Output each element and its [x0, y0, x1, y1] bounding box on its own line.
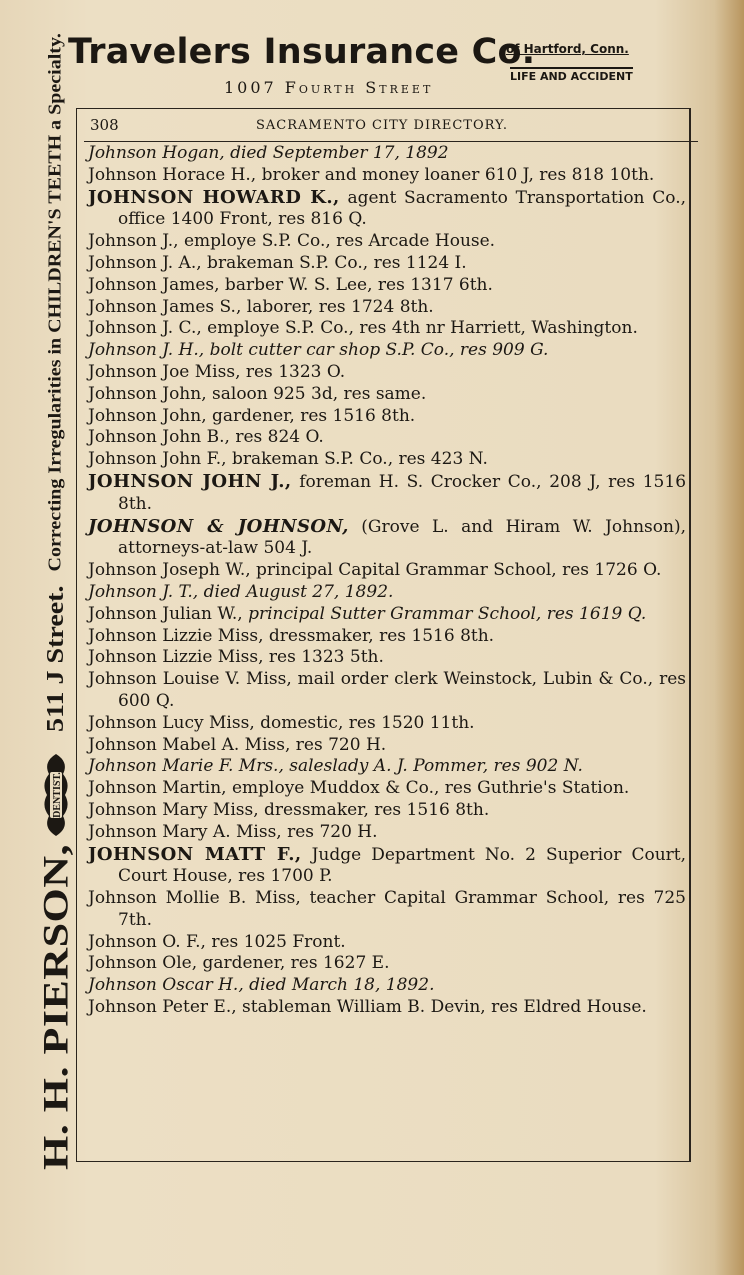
directory-entry: [88, 253, 686, 275]
directory-entry: [88, 800, 686, 822]
entry-name: JOHNSON MATT F.,: [88, 843, 302, 865]
entry-details: res 720 H.: [290, 734, 387, 755]
entry-name: Johnson Mollie B. Miss,: [88, 888, 301, 909]
entry-details: res 824 O.: [229, 427, 324, 448]
directory-entry: [88, 471, 686, 516]
entry-name: Johnson Horace H.,: [88, 164, 257, 185]
directory-entry: [88, 187, 686, 232]
entry-details: dressmaker, res 1516 8th.: [258, 799, 490, 820]
entry-name: Johnson Julian W.,: [88, 603, 243, 624]
directory-entry: [88, 340, 686, 362]
entry-name: Johnson Joseph W.,: [88, 560, 251, 581]
directory-entry: [88, 516, 686, 561]
directory-entry: [88, 647, 686, 669]
entry-name: Johnson Louise V. Miss,: [88, 669, 292, 690]
entry-name: Johnson J. T.,: [88, 581, 199, 602]
directory-entry: [88, 822, 686, 844]
entry-name: Johnson John,: [88, 405, 207, 426]
entry-name: Johnson Ole,: [88, 953, 198, 974]
directory-entry: [88, 997, 686, 1019]
company-type: LIFE AND ACCIDENT: [510, 67, 633, 83]
entry-details: dressmaker, res 1516 8th.: [263, 625, 495, 646]
entry-details: died September 17, 1892: [224, 143, 449, 163]
entry-details: employe S.P. Co., res Arcade House.: [178, 231, 496, 252]
page-number: 308: [90, 116, 119, 134]
directory-entry: [88, 953, 686, 975]
entry-details: stableman William B. Devin, res Eldred House.: [236, 997, 647, 1018]
entry-name: Johnson Mary A. Miss,: [88, 821, 282, 842]
entry-name: Johnson Martin,: [88, 778, 227, 799]
entry-name: Johnson Joe Miss,: [88, 361, 241, 382]
entry-name: Johnson Mary Miss,: [88, 799, 259, 820]
directory-entry: [88, 844, 686, 889]
directory-entry: [88, 975, 686, 997]
entry-name: Johnson James S.,: [88, 296, 242, 317]
directory-entry: [88, 231, 686, 253]
entry-name: Johnson John F.,: [88, 449, 227, 470]
company-address: 1007 Fourth Street: [224, 78, 434, 97]
directory-entry: [88, 318, 686, 340]
entry-details: mail order clerk Weinstock, Lubin & Co., res 600 Q.: [118, 669, 686, 711]
entry-details: res 720 H.: [281, 821, 378, 842]
entry-details: teacher Capital Grammar School, res 725 7th.: [118, 888, 686, 930]
side-advertisement-text: [30, 33, 81, 1170]
directory-entry: [88, 384, 686, 406]
company-place: of Hartford, Conn.: [506, 42, 629, 56]
directory-entry: [88, 297, 686, 319]
entry-name: Johnson James,: [88, 274, 220, 295]
directory-entries: [88, 143, 686, 1019]
directory-entry: [88, 604, 686, 626]
entry-name: Johnson O. F.,: [88, 931, 206, 952]
running-head: SACRAMENTO CITY DIRECTORY.: [256, 118, 509, 133]
directory-entry: [88, 756, 686, 778]
entry-details: saloon 925 3d, res same.: [206, 383, 427, 404]
entry-details: died March 18, 1892.: [243, 975, 435, 996]
entry-details: barber W. S. Lee, res 1317 6th.: [219, 274, 493, 295]
entry-details: brakeman S.P. Co., res 1124 I.: [201, 252, 467, 273]
entry-name: Johnson Lucy Miss,: [88, 712, 255, 733]
entry-details: domestic, res 1520 11th.: [254, 712, 475, 733]
ad-dentist-name: H. H. PIERSON,: [35, 843, 76, 1170]
entry-details: res 1323 5th.: [263, 647, 384, 668]
entry-details: died August 27, 1892.: [198, 581, 394, 602]
entry-name: Johnson J. A.,: [88, 252, 202, 273]
dentist-banner-logo: [39, 752, 73, 838]
entry-details: res 1025 Front.: [205, 931, 346, 952]
directory-entry: [88, 143, 686, 165]
entry-details: gardener, res 1627 E.: [197, 953, 390, 974]
entry-details: saleslady A. J. Pommer, res 902 N.: [283, 756, 583, 777]
entry-details: employe Muddox & Co., res Guthrie's Station.: [226, 778, 630, 799]
entry-name: Johnson Peter E.,: [88, 997, 237, 1018]
entry-details: principal Capital Grammar School, res 1726 O.: [250, 560, 662, 581]
company-name: Travelers Insurance Co.: [68, 32, 536, 72]
entry-name: Johnson John B.,: [88, 427, 230, 448]
directory-entry: [88, 669, 686, 713]
entry-name: Johnson Lizzie Miss,: [88, 625, 264, 646]
entry-details: bolt cutter car shop S.P. Co., res 909 G.: [204, 340, 549, 361]
entry-details: broker and money loaner 610 J, res 818 10th.: [256, 164, 655, 185]
entry-details: laborer, res 1724 8th.: [241, 296, 434, 317]
entry-name: Johnson Oscar H.,: [88, 975, 244, 996]
directory-entry: [88, 888, 686, 932]
entry-name: Johnson Mabel A. Miss,: [88, 734, 291, 755]
directory-entry: [88, 362, 686, 384]
dentist-logo-text: DENTIST.: [51, 772, 63, 818]
entry-details: agent Sacramento Transportation Co., office 1400 Front, res 816 Q.: [118, 187, 687, 230]
entry-name: Johnson J. H.,: [88, 340, 205, 361]
entry-name: Johnson Lizzie Miss,: [88, 647, 264, 668]
ad-street-address: 511 J Street.: [41, 585, 69, 732]
directory-entry: [88, 778, 686, 800]
entry-name: Johnson J.,: [88, 231, 179, 252]
entry-details: (Grove L. and Hiram W. Johnson), attorneys-at-law 504 J.: [118, 516, 686, 559]
ad-specialty: Correcting Irregularities in CHILDREN'S TEETH a Specialty.: [45, 33, 65, 572]
header-rule: [84, 141, 698, 142]
directory-entry: [88, 713, 686, 735]
directory-entry: [88, 582, 686, 604]
entry-name: Johnson J. C.,: [88, 318, 202, 339]
directory-entry: [88, 165, 686, 187]
entry-details: gardener, res 1516 8th.: [206, 405, 416, 426]
entry-name: JOHNSON & JOHNSON,: [88, 515, 349, 537]
entry-details: res 1323 O.: [240, 361, 346, 382]
directory-entry: [88, 427, 686, 449]
entry-name: Johnson John,: [88, 383, 207, 404]
entry-name: Johnson Hogan,: [88, 143, 225, 163]
entry-name: JOHNSON HOWARD K.,: [88, 186, 340, 208]
entry-details: employe S.P. Co., res 4th nr Harriett, Washington.: [201, 318, 638, 339]
entry-details: brakeman S.P. Co., res 423 N.: [226, 449, 488, 470]
entry-details: Judge Department No. 2 Superior Court, Court House, res 1700 P.: [118, 844, 687, 887]
entry-details: principal Sutter Grammar School, res 1619 Q.: [242, 603, 647, 624]
directory-entry: [88, 735, 686, 757]
directory-entry: [88, 560, 686, 582]
directory-entry: [88, 449, 686, 471]
directory-entry: [88, 275, 686, 297]
directory-entry: [88, 932, 686, 954]
header-advertisement: [68, 30, 688, 105]
directory-entry: [88, 406, 686, 428]
entry-name: Johnson Marie F. Mrs.,: [88, 756, 284, 777]
entry-details: foreman H. S. Crocker Co., 208 J, res 1516 8th.: [118, 471, 687, 514]
directory-entry: [88, 626, 686, 648]
entry-name: JOHNSON JOHN J.,: [88, 470, 292, 492]
